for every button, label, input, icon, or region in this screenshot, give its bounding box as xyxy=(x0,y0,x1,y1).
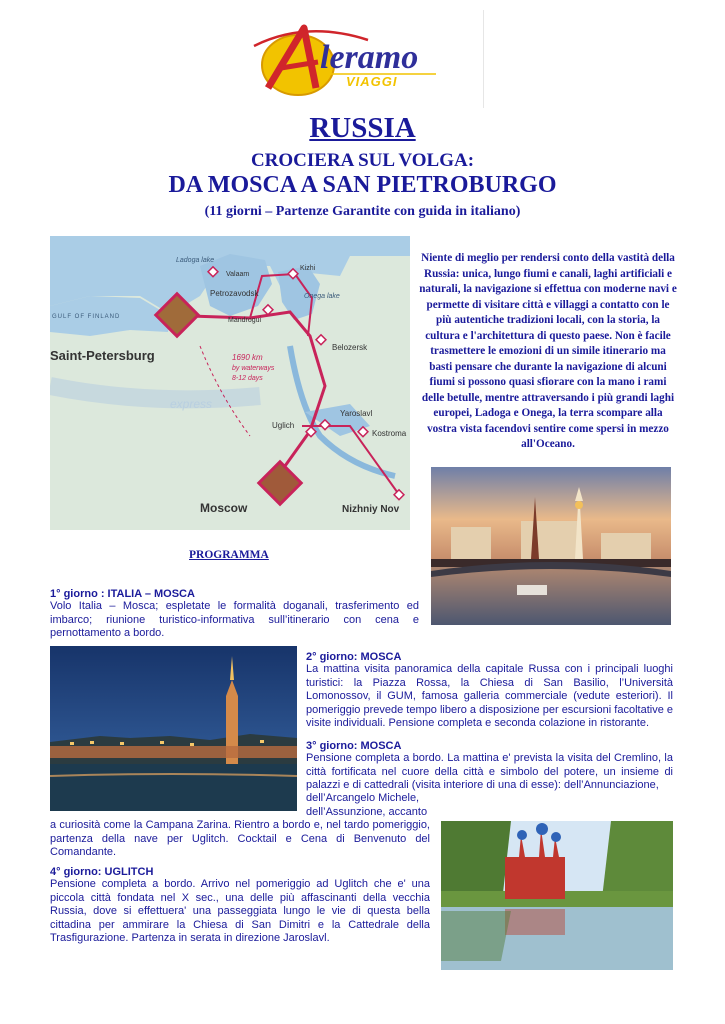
day-3-text-c: a curiosità come la Campana Zarina. Rientro a bordo e, nel tardo pomeriggio, partenza della nave per Uglitch. Cocktail e Cena di Benvenuto del Comandante. xyxy=(50,819,430,859)
day-1-title: 1° giorno : ITALIA – MOSCA xyxy=(50,588,195,600)
map-label-onega: Onega lake xyxy=(304,293,340,300)
day-4-title: 4° giorno: UGLITCH xyxy=(50,866,154,878)
day-2-text: La mattina visita panoramica della capitale Russa con i principali luoghi turistici: la Piazza Rossa, la Chiesa di San Basilio, l’Università Lomonossov, il GUM, famosa galleria commerciale (vedute esteriori). Il pomeriggio prevede tempo libero a disposizione per escursioni facoltative e visite individuali. Pensione completa e seconda colazione in ristorante. xyxy=(306,663,673,730)
page-title: RUSSIA xyxy=(309,112,416,144)
subtitle-route: DA MOSCA A SAN PIETROBURGO xyxy=(168,172,557,198)
programme-heading: PROGRAMMA xyxy=(189,549,269,561)
day-3-continuation xyxy=(306,792,440,819)
map-label-distance-waterways: by waterways xyxy=(232,365,275,372)
map-label-gulf: GULF OF FINLAND xyxy=(52,314,121,320)
day-3-text-a: Pensione completa a bordo. La mattina e' prevista la visita del Cremlino, la città fortificata nel cuore della città e simbolo del potere, un insieme di palazzi e di cattedrali (visita interiore di una di esse): dell’Annunciazione, xyxy=(306,752,673,792)
logo-subtext: VIAGGI xyxy=(346,74,398,89)
route-map xyxy=(50,236,410,530)
map-label-yaroslavl: Yaroslavl xyxy=(340,409,373,418)
map-label-moscow: Moscow xyxy=(200,501,248,515)
map-label-belozersk: Belozersk xyxy=(332,343,368,352)
map-label-kostroma: Kostroma xyxy=(372,429,407,438)
subtitle-duration: (11 giorni – Partenze Garantite con guida in italiano) xyxy=(204,204,521,219)
logo-graphic xyxy=(246,10,484,108)
subtitle-cruise: CROCIERA SUL VOLGA: xyxy=(250,150,475,171)
map-label-distance-days: 8-12 days xyxy=(232,375,263,382)
map-label-uglich: Uglich xyxy=(272,421,295,430)
logo-wordmark: leramo xyxy=(320,39,419,76)
map-label-mandrogui: Mandrogui xyxy=(228,317,262,324)
day-3-text-b2: dell’Assunzione, accanto xyxy=(306,805,428,818)
day-2-section xyxy=(306,651,673,731)
day-1-text: Volo Italia – Mosca; espletate le formalità doganali, trasferimento ed imbarco; riunione turistico-informativa sull’itinerario con cena e pernottamento a bordo. xyxy=(50,600,419,640)
day-3-section xyxy=(306,740,673,793)
map-label-express: express xyxy=(170,397,213,411)
day-2-title: 2° giorno: MOSCA xyxy=(306,651,402,663)
moscow-night-photo xyxy=(50,646,297,811)
map-label-distance-km: 1690 km xyxy=(232,353,263,362)
map-label-kizhi: Kizhi xyxy=(300,265,316,272)
map-label-valaam: Valaam xyxy=(226,271,250,278)
day-1-section xyxy=(50,588,419,641)
map-label-ladoga: Ladoga lake xyxy=(176,257,215,264)
aleramo-logo xyxy=(246,10,484,108)
day-3-title: 3° giorno: MOSCA xyxy=(306,740,402,752)
day-3-ending xyxy=(50,819,430,860)
map-label-nizhniy: Nizhniy Nov xyxy=(342,504,400,515)
map-label-petrozavodsk: Petrozavodsk xyxy=(210,289,259,298)
kremlin-sunset-photo xyxy=(431,467,671,625)
day-3-text-b1: dell’Arcangelo Michele, xyxy=(306,792,420,804)
intro-paragraph: Niente di meglio per rendersi conto della vastità della Russia: unica, lungo fiumi e canali, laghi artificiali e naturali, la navigazione si effettua con moderne navi e permette di visitare città e villaggi a contatto con le più autentiche tradizioni locali, con la storia, la cultura e l'architettura di questo paese. Non è facile trasmettere le emozioni di un simile itinerario ma basti pensare che durante la navigazione di alcuni fiumi si possono quasi sfiorare con la mano i rami delle betulle, mentre attraversando i più grandi laghi europei, Ladoga e Onega, la terra scompare alla vostra vista facendovi sentire come spersi in mezzo all'Oceano. xyxy=(419,252,677,450)
day-4-section xyxy=(50,866,430,946)
day-4-text: Pensione completa a bordo. Arrivo nel pomeriggio ad Uglitch che e' una piccola città fondata nel X sec., una delle più affascinanti della vecchia Russia, dove si effettuera' una passeggiata lungo le vie di questa bella cittadina per ammirare la Chiesa di San Dimitri e la Cattedrale della Trasfigurazione. Partenza in serata in direzione Jaroslavl. xyxy=(50,878,430,945)
uglich-church-photo xyxy=(441,821,673,970)
map-label-saint-petersburg: Saint-Petersburg xyxy=(50,348,155,363)
